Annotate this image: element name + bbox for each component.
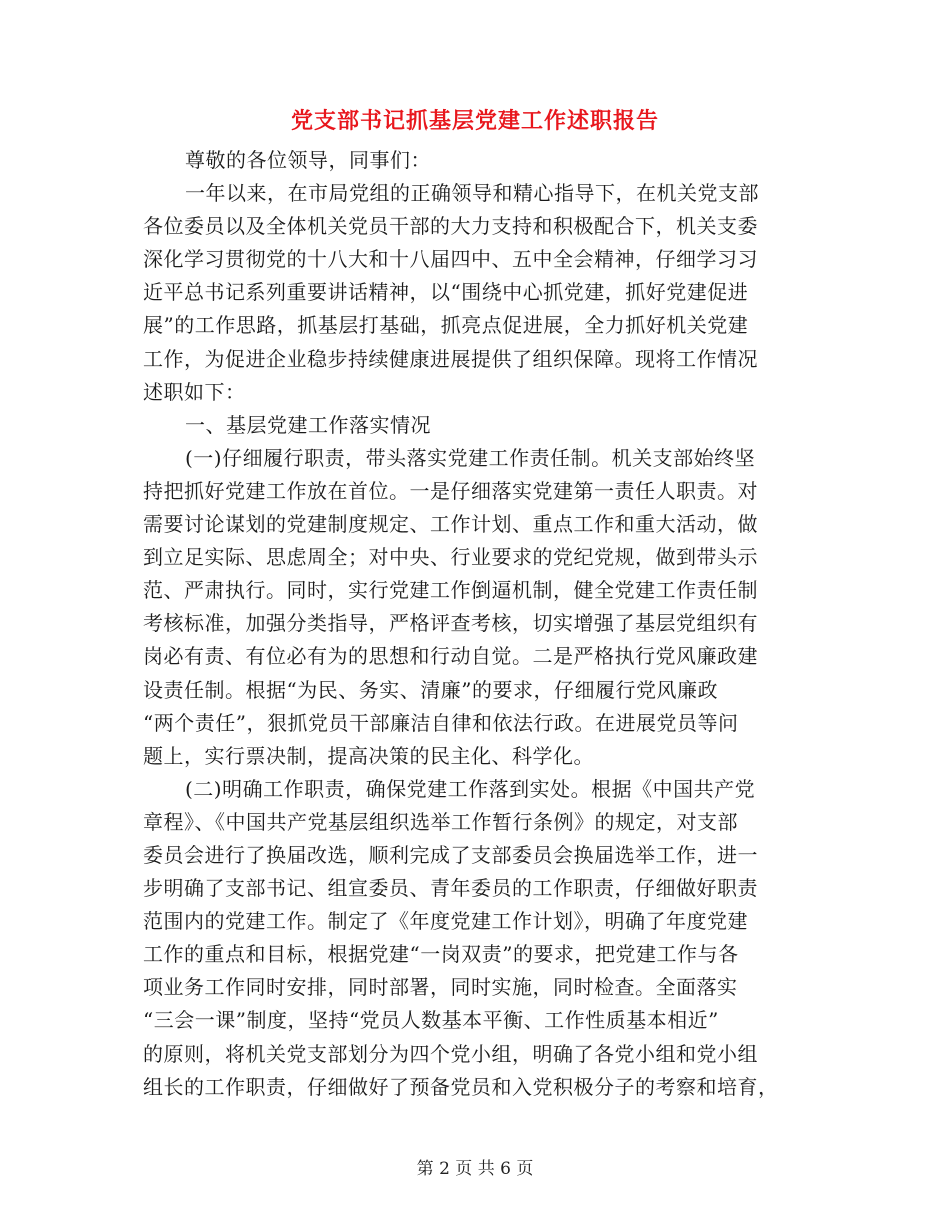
body-line: (一)仔细履行职责，带头落实党建工作责任制。机关支部始终坚 [185,445,756,470]
body-line: 工作，为促进企业稳步持续健康进展提供了组织保障。现将工作情况 [143,346,758,371]
body-line: 范、严肃执行。同时，实行党建工作倒逼机制，健全党建工作责任制 [143,578,758,603]
body-line: 一、基层党建工作落实情况 [185,412,431,437]
body-line: 工作的重点和目标，根据党建“一岗双责”的要求，把党建工作与各 [143,942,739,967]
document-body [143,144,803,1104]
body-line: 近平总书记系列重要讲话精神，以“围绕中心抓党建，抓好党建促进 [143,280,749,305]
body-line: 题上，实行票决制，提高决策的民主化、科学化。 [143,743,594,768]
body-line: 组长的工作职责，仔细做好了预备党员和入党积极分子的考察和培育， [143,1074,779,1099]
body-line: 尊敬的各位领导，同事们： [185,148,431,172]
body-line: 项业务工作同时安排，同时部署，同时实施，同时检查。全面落实 [143,975,738,1000]
body-line: 需要讨论谋划的党建制度规定、工作计划、重点工作和重大活动，做 [143,512,758,537]
body-line: 步明确了支部书记、组宣委员、青年委员的工作职责，仔细做好职责 [143,876,758,901]
document-title: 党支部书记抓基层党建工作述职报告 [290,108,659,134]
body-line: 岗必有责、有位必有为的思想和行动自觉。二是严格执行党风廉政建 [143,644,758,669]
page-footer: 第 2 页 共 6 页 [416,1159,534,1179]
body-line: 各位委员以及全体机关党员干部的大力支持和积极配合下，机关支委 [143,214,758,239]
body-line: 的原则，将机关党支部划分为四个党小组，明确了各党小组和党小组 [143,1041,758,1066]
body-line: (二)明确工作职责，确保党建工作落到实处。根据《中国共产党 [185,776,756,801]
body-line: 深化学习贯彻党的十八大和十八届四中、五中全会精神，仔细学习习 [143,247,758,272]
body-line: 考核标准，加强分类指导，严格评查考核，切实增强了基层党组织有 [143,611,758,636]
body-line: 范围内的党建工作。制定了《年度党建工作计划》，明确了年度党建 [143,909,748,934]
body-line: 展”的工作思路，抓基层打基础，抓亮点促进展，全力抓好机关党建 [143,313,749,338]
body-line: 委员会进行了换届改选，顺利完成了支部委员会换届选举工作，进一 [143,842,758,867]
body-line: 章程》、《中国共产党基层组织选举工作暂行条例》的规定，对支部 [143,809,738,834]
body-line: 一年以来，在市局党组的正确领导和精心指导下，在机关党支部 [185,181,759,206]
body-line: 述职如下： [143,379,246,404]
body-line: “三会一课”制度，坚持“党员人数基本平衡、工作性质基本相近” [143,1008,719,1033]
body-line: 持把抓好党建工作放在首位。一是仔细落实党建第一责任人职责。对 [143,478,758,503]
body-line: 设责任制。根据“为民、务实、清廉”的要求，仔细履行党风廉政 [143,677,718,702]
body-line: 到立足实际、思虑周全；对中央、行业要求的党纪党规，做到带头示 [143,545,758,570]
body-line: “两个责任”，狠抓党员干部廉洁自律和依法行政。在进展党员等问 [143,710,739,735]
